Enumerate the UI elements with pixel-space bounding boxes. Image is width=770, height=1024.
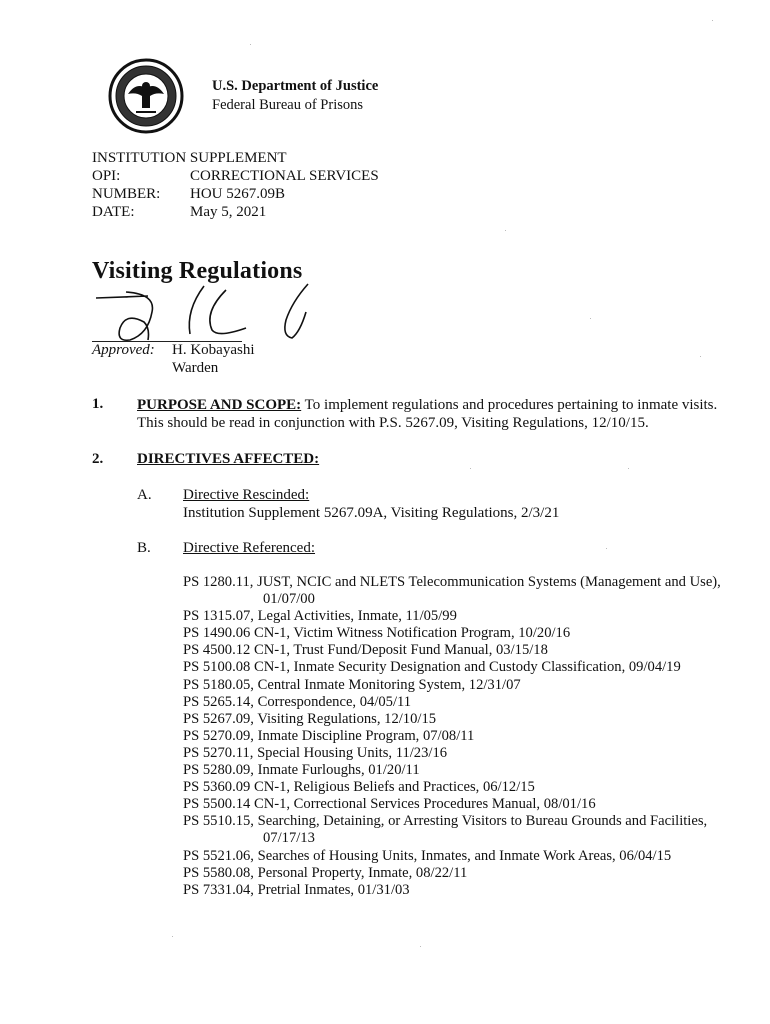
subsection-b-letter: B. [137, 540, 151, 556]
list-item: PS 5270.09, Inmate Discipline Program, 07/08/11 [183, 727, 475, 744]
list-item: PS 5267.09, Visiting Regulations, 12/10/15 [183, 710, 437, 727]
section-1-text: To implement regulations and procedures pertaining to inmate visits. This should be read in conjunction with P.S. 5267.09, Visiting Regulations, 12/10/15. [137, 397, 718, 431]
section-2-number: 2. [92, 451, 104, 467]
list-item: PS 5521.06, Searches of Housing Units, Inmates, and Inmate Work Areas, 06/04/15 [183, 847, 672, 864]
list-item: PS 5270.11, Special Housing Units, 11/23/16 [183, 744, 448, 761]
scan-speck [712, 20, 713, 21]
date-label: DATE: [92, 204, 135, 220]
list-item: PS 5360.09 CN-1, Religious Beliefs and Practices, 06/12/15 [183, 779, 535, 796]
bureau-name: Federal Bureau of Prisons [212, 97, 364, 113]
doc-type: INSTITUTION SUPPLEMENT [92, 150, 287, 166]
scan-speck [250, 44, 251, 45]
list-item: PS 7331.04, Pretrial Inmates, 01/31/03 [183, 881, 410, 898]
reference-list [183, 574, 743, 899]
scan-speck [628, 468, 629, 469]
section-1-body [137, 396, 747, 432]
number-value: HOU 5267.09B [190, 186, 286, 202]
approver-name: H. Kobayashi [172, 342, 255, 358]
doj-seal-icon [98, 56, 194, 136]
approved-label: Approved: [92, 342, 155, 358]
opi-label: OPI: [92, 168, 121, 184]
scan-speck [470, 468, 471, 469]
list-item: PS 5280.09, Inmate Furloughs, 01/20/11 [183, 762, 420, 779]
list-item: PS 4500.12 CN-1, Trust Fund/Deposit Fund Manual, 03/15/18 [183, 642, 548, 659]
list-item: PS 5500.14 CN-1, Correctional Services Procedures Manual, 08/01/16 [183, 796, 596, 813]
section-1-heading: PURPOSE AND SCOPE: [137, 397, 302, 413]
subsection-a-letter: A. [137, 487, 152, 503]
list-item: PS 5100.08 CN-1, Inmate Security Designation and Custody Classification, 09/04/19 [183, 659, 681, 676]
scan-speck [700, 356, 701, 357]
opi-value: CORRECTIONAL SERVICES [190, 168, 379, 184]
scan-speck [590, 318, 591, 319]
list-item: PS 5180.05, Central Inmate Monitoring System, 12/31/07 [183, 676, 521, 693]
scan-speck [420, 946, 421, 947]
list-item: PS 1280.11, JUST, NCIC and NLETS Telecommunication Systems (Management and Use), 01/07/00 [183, 574, 721, 608]
scan-speck [505, 230, 506, 231]
scan-speck [606, 548, 607, 549]
list-item: PS 5580.08, Personal Property, Inmate, 08/22/11 [183, 864, 468, 881]
section-2-heading: DIRECTIVES AFFECTED: [137, 451, 320, 467]
list-item: PS 1315.07, Legal Activities, Inmate, 11/05/99 [183, 608, 457, 625]
list-item: PS 1490.06 CN-1, Victim Witness Notification Program, 10/20/16 [183, 625, 571, 642]
number-label: NUMBER: [92, 186, 161, 202]
page-title: Visiting Regulations [92, 258, 303, 284]
date-value: May 5, 2021 [190, 204, 267, 220]
section-1-number: 1. [92, 396, 104, 412]
department-name: U.S. Department of Justice [212, 78, 379, 94]
scan-speck [172, 936, 173, 937]
subsection-a-text: Institution Supplement 5267.09A, Visiting Regulations, 2/3/21 [183, 505, 560, 521]
subsection-b-heading: Directive Referenced: [183, 540, 316, 556]
list-item: PS 5265.14, Correspondence, 04/05/11 [183, 693, 412, 710]
subsection-a-heading: Directive Rescinded: [183, 487, 310, 503]
list-item: PS 5510.15, Searching, Detaining, or Arresting Visitors to Bureau Grounds and Facilities, 07/17/13 [183, 813, 708, 847]
approver-role: Warden [172, 360, 219, 376]
